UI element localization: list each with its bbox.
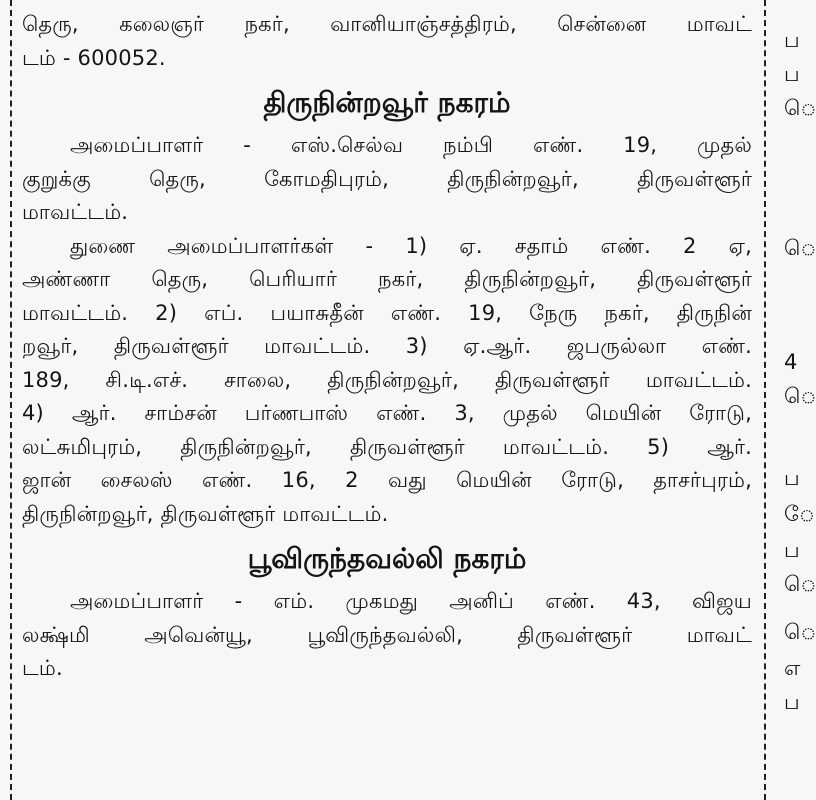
right-column-fragment: ெ bbox=[784, 236, 816, 260]
text-line: துணை அமைப்பாளர்கள் - 1) ஏ. சதாம் எண். 2 ஏ, bbox=[70, 233, 752, 258]
right-column-fragment: ெ bbox=[784, 384, 816, 408]
right-column-fragment: ே bbox=[784, 502, 815, 526]
left-column-separator bbox=[10, 0, 12, 800]
right-column-fragment: ப bbox=[784, 62, 800, 86]
right-column-fragment: ெ bbox=[784, 572, 816, 596]
text-line: அமைப்பாளர் - எம். முகமது அனிப் எண். 43, விஜய bbox=[70, 589, 752, 613]
text-line: 189, சி.டி.எச். சாலை, திருநின்றவூர், திருவள்ளூர் மாவட்டம். bbox=[22, 367, 752, 392]
right-column-fragment: ெ bbox=[784, 620, 816, 644]
text-line: அமைப்பாளர் - எஸ்.செல்வ நம்பி எண். 19, முதல் bbox=[70, 133, 752, 157]
text-line: அண்ணா தெரு, பெரியார் நகர், திருநின்றவூர், திருவள்ளூர் bbox=[22, 267, 752, 291]
right-column-fragment: எ bbox=[784, 656, 801, 680]
text-line: லக்ஷ்மி அவென்யூ, பூவிருந்தவல்லி, திருவள்ளூர் மாவட் bbox=[22, 622, 752, 647]
right-column-fragment: 4 bbox=[784, 350, 798, 374]
right-column-fragment: ப bbox=[784, 690, 800, 714]
text-line: 4) ஆர். சாம்சன் பர்ணபாஸ் எண். 3, முதல் மெயின் ரோடு, bbox=[22, 401, 752, 425]
text-line: றவூர், திருவள்ளூர் மாவட்டம். 3) ஏ.ஆர். ஜபருல்லா எண். bbox=[22, 334, 752, 358]
text-line: லட்சுமிபுரம், திருநின்றவூர், திருவள்ளூர் மாவட்டம். 5) ஆர். bbox=[22, 434, 752, 459]
right-column-fragment: ப bbox=[784, 28, 800, 52]
text-line: டம் - 600052. bbox=[22, 45, 166, 70]
right-column-fragment: ப bbox=[784, 538, 800, 562]
main-column bbox=[22, 8, 752, 686]
text-line: டம். bbox=[22, 656, 63, 680]
text-line: மாவட்டம். 2) எப். பயாசுதீன் எண். 19, நேரு நகர், திருநின் bbox=[22, 300, 752, 325]
text-line: திருநின்றவூர், திருவள்ளூர் மாவட்டம். bbox=[22, 501, 389, 526]
right-column-separator bbox=[764, 0, 766, 800]
right-column-fragment: ெ bbox=[784, 96, 816, 120]
section-heading: பூவிருந்தவல்லி நகரம் bbox=[247, 542, 527, 575]
text-line: ஜான் சைலஸ் எண். 16, 2 வது மெயின் ரோடு, தாசர்புரம், bbox=[22, 468, 752, 492]
right-column-fragment: ப bbox=[784, 466, 800, 490]
text-line: மாவட்டம். bbox=[22, 200, 129, 224]
section-heading: திருநின்றவூர் நகரம் bbox=[263, 86, 511, 119]
text-line: தெரு, கலைஞர் நகர், வானியாஞ்சத்திரம், சென்னை மாவட் bbox=[22, 12, 752, 36]
text-line: குறுக்கு தெரு, கோமதிபுரம், திருநின்றவூர், திருவள்ளூர் bbox=[22, 166, 752, 191]
